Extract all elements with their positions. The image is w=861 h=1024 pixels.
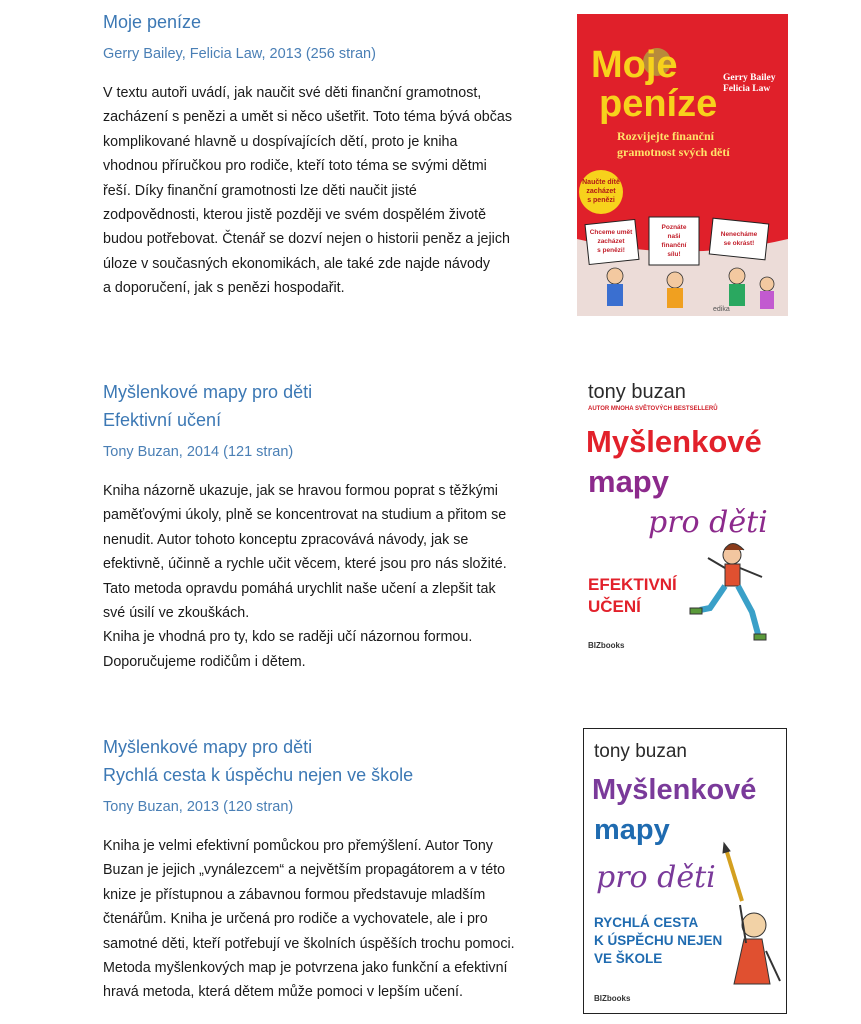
svg-text:BIZbooks: BIZbooks	[588, 641, 625, 650]
svg-text:AUTOR MNOHA SVĚTOVÝCH BESTSELL: AUTOR MNOHA SVĚTOVÝCH BESTSELLERŮ	[588, 406, 718, 412]
book-title: Moje peníze	[103, 12, 202, 32]
book-subtitle: Rychlá cesta k úspěchu nejen ve škole	[103, 765, 414, 785]
svg-text:BIZbooks: BIZbooks	[594, 994, 631, 1003]
svg-text:K ÚSPĚCHU NEJEN: K ÚSPĚCHU NEJEN	[594, 933, 723, 948]
svg-text:finanční: finanční	[661, 242, 687, 249]
book-title: Myšlenkové mapy pro děti	[103, 737, 313, 757]
book-cover-myslenkove-mapy-efektivni-uceni	[582, 372, 787, 660]
svg-text:peníze: peníze	[599, 83, 718, 125]
svg-text:Rozvijejte finanční: Rozvijejte finanční	[617, 129, 714, 143]
book-meta: Gerry Bailey, Felicia Law, 2013 (256 stran)	[103, 46, 376, 62]
book-meta: Tony Buzan, 2013 (120 stran)	[103, 799, 294, 815]
svg-text:Poznáte: Poznáte	[661, 224, 687, 231]
book-cover-myslenkove-mapy-rychla-cesta	[583, 728, 787, 1014]
svg-text:Naučte dítě: Naučte dítě	[582, 179, 620, 186]
svg-text:Chceme umět: Chceme umět	[589, 229, 633, 236]
book-description: Kniha je velmi efektivní pomůckou pro přemýšlení. Autor Tony Buzan je jejich „vynálezcem“ a největším propagátorem a v této knize je přístupnou a zábavnou formou představuje mladším čtenářům. Kniha je určená pro rodiče a vychovatele, ale i pro samotné děti, kteří potřebují ve školních úspěších trochu pomoci. Metoda myšlenkových map je potvrzena jako funkční a efektivní hravá metoda, která dětem může pomoci v lepším učení.	[103, 838, 515, 1001]
book-meta: Tony Buzan, 2014 (121 stran)	[103, 444, 294, 460]
svg-text:Myšlenkové: Myšlenkové	[586, 424, 762, 459]
svg-text:zacházet: zacházet	[586, 188, 616, 195]
book-description: V textu autoři uvádí, jak naučit své děti finanční gramotnost, zacházení s penězi a umět si něco ušetřit. Toto téma bývá občas komplikované hlavně u dospívajících dětí, proto je kniha vhodnou příručkou pro rodiče, kteří toto téma se svými dětmi řeší. Díky finanční gramotnosti lze děti naučit jisté zodpovědnosti, kterou jistě později ve svém dospělém životě budou potřebovat. Čtenář se dozví nejen o historii peněz a jejich úloze v současných ekonomikách, ale také zde najde návody a doporučení, jak s penězi hospodařit.	[103, 85, 513, 297]
svg-text:tony buzan: tony buzan	[594, 741, 687, 762]
svg-text:pro děti: pro děti	[648, 505, 768, 540]
svg-text:tony buzan: tony buzan	[588, 381, 686, 403]
svg-text:RYCHLÁ CESTA: RYCHLÁ CESTA	[594, 915, 699, 930]
svg-text:pro děti: pro děti	[596, 860, 716, 895]
svg-text:se okrást!: se okrást!	[723, 240, 755, 247]
svg-text:gramotnost svých dětí: gramotnost svých dětí	[617, 145, 730, 159]
svg-text:Felicia Law: Felicia Law	[723, 84, 771, 94]
svg-text:EFEKTIVNÍ: EFEKTIVNÍ	[588, 575, 677, 594]
svg-text:s penězi: s penězi	[587, 197, 615, 204]
book-title: Myšlenkové mapy pro děti	[103, 382, 313, 402]
svg-text:s penězi!: s penězi!	[597, 247, 625, 254]
svg-text:zacházet: zacházet	[597, 238, 625, 245]
svg-text:Gerry Bailey: Gerry Bailey	[723, 73, 776, 83]
svg-text:mapy: mapy	[594, 814, 670, 846]
svg-text:Myšlenkové: Myšlenkové	[592, 774, 757, 806]
svg-text:Nenecháme: Nenecháme	[720, 231, 758, 238]
book-cover-moje-penize	[577, 14, 788, 316]
book-description: Kniha názorně ukazuje, jak se hravou formou poprat s těžkými paměťovými úkoly, plně se koncentrovat na studium a přitom se nenudit. Autor tohoto konceptu zpracovává návody, jak se efektivně, účinně a rychle učit věcem, které jsou pro nás složité. Tato metoda opravdu pomáhá urychlit naše učení a zlepšit tak své úsilí ve zkouškách. Kniha je vhodná pro ty, kdo se raději učí názornou formou. Doporučujeme rodičům i dětem.	[103, 483, 507, 670]
cover-title: Moje	[591, 44, 678, 86]
svg-text:sílu!: sílu!	[667, 251, 681, 258]
book-subtitle: Efektivní učení	[103, 410, 222, 430]
book-entry-1	[103, 8, 563, 301]
svg-text:VE ŠKOLE: VE ŠKOLE	[594, 951, 663, 966]
book-entry-2	[103, 378, 563, 674]
book-entry-3	[103, 733, 563, 1005]
svg-text:UČENÍ: UČENÍ	[588, 597, 641, 616]
svg-text:naši: naši	[667, 233, 681, 240]
svg-text:edika: edika	[713, 306, 730, 313]
svg-text:mapy: mapy	[588, 464, 669, 499]
